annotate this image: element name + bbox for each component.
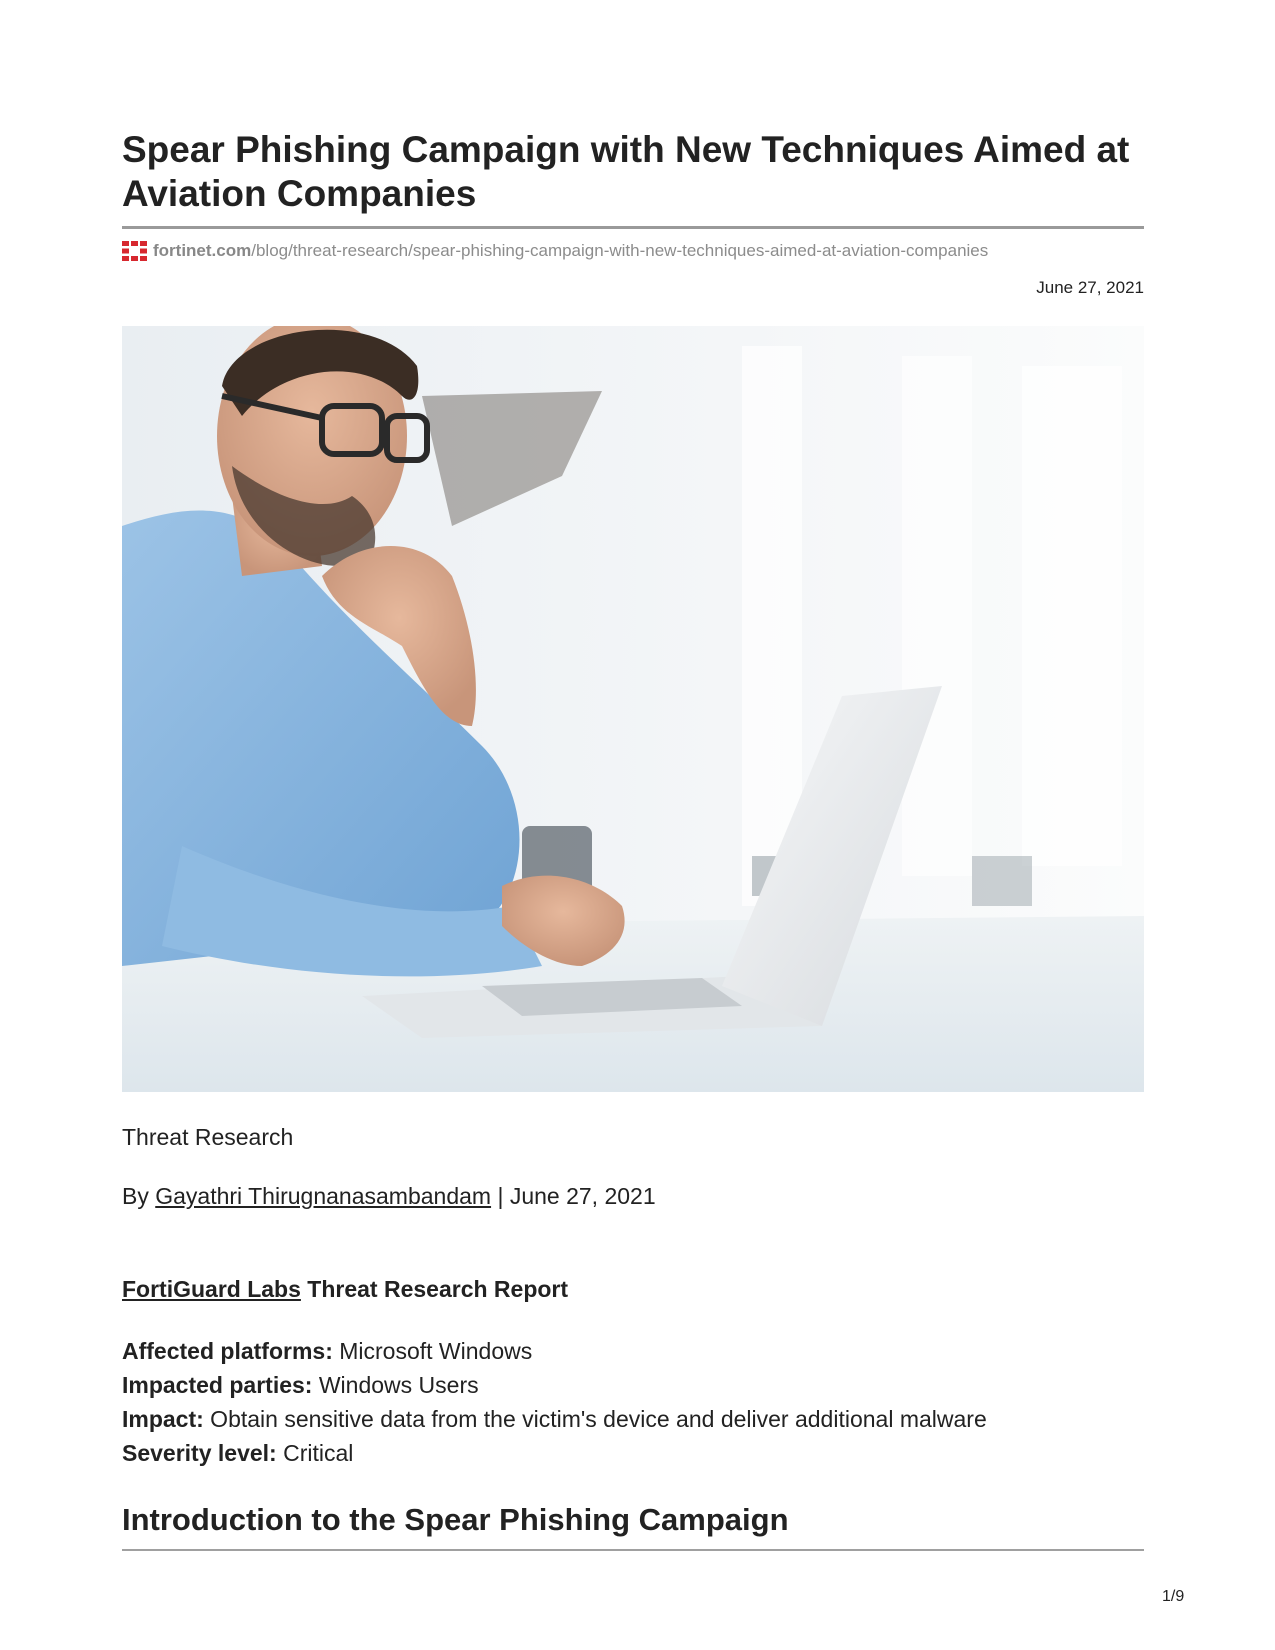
fortiguard-labs-link[interactable]: FortiGuard Labs: [122, 1276, 301, 1302]
section-heading: Introduction to the Spear Phishing Campaign: [122, 1502, 789, 1537]
fact-impact: [122, 1402, 987, 1436]
byline-prefix: By: [122, 1183, 156, 1209]
author-link[interactable]: Gayathri Thirugnanasambandam: [155, 1183, 492, 1209]
source-path: /blog/threat-research/spear-phishing-campaign-with-new-techniques-aimed-at-aviation-companies: [251, 241, 989, 260]
threat-facts: [122, 1334, 987, 1470]
fact-label: Affected platforms:: [122, 1338, 333, 1364]
hero-image: [122, 326, 1144, 1092]
fact-label: Severity level:: [122, 1440, 277, 1466]
source-url[interactable]: [122, 240, 1144, 262]
fact-label: Impacted parties:: [122, 1372, 313, 1398]
title-divider: [122, 226, 1144, 229]
fact-value: Critical: [276, 1440, 354, 1466]
fact-value: Windows Users: [312, 1372, 479, 1398]
fact-impacted-parties: [122, 1368, 987, 1402]
fact-value: Obtain sensitive data from the victim's device and deliver additional malware: [203, 1406, 987, 1432]
byline: [122, 1183, 656, 1210]
section-divider: [122, 1549, 1144, 1551]
fact-label: Impact:: [122, 1406, 204, 1432]
byline-date: June 27, 2021: [509, 1183, 656, 1209]
category-label: Threat Research: [122, 1124, 294, 1150]
report-heading-rest: Threat Research Report: [300, 1276, 569, 1302]
report-heading: [122, 1276, 568, 1303]
fact-affected-platforms: [122, 1334, 987, 1368]
byline-separator: |: [491, 1183, 510, 1209]
header-date: June 27, 2021: [1036, 278, 1144, 297]
fact-value: Microsoft Windows: [332, 1338, 533, 1364]
fact-severity-level: [122, 1436, 987, 1470]
page-number: 1/9: [1162, 1588, 1185, 1605]
article-title: Spear Phishing Campaign with New Techniques Aimed at Aviation Companies: [122, 129, 1130, 214]
fortinet-logo-icon: [122, 241, 147, 261]
source-domain: fortinet.com: [153, 241, 252, 260]
